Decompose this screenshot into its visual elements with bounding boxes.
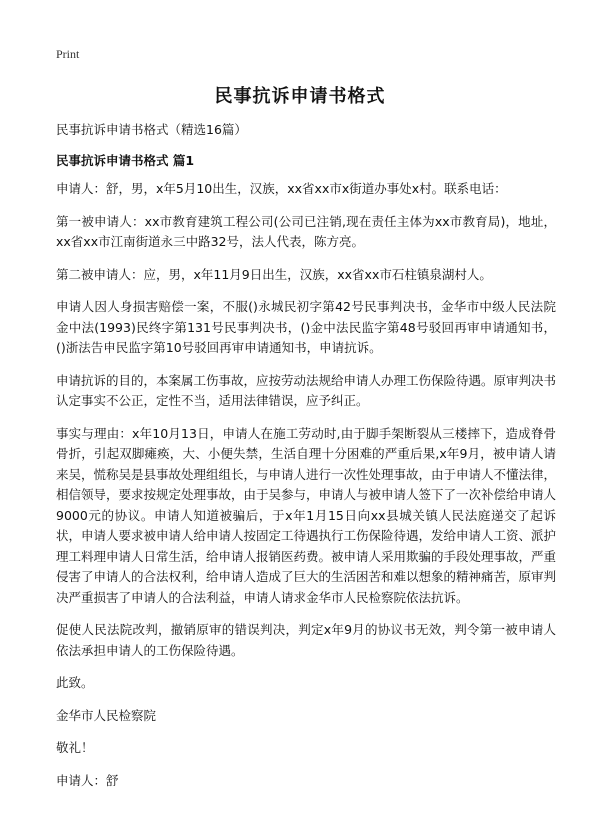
closing-salutation: 此致。 xyxy=(56,675,94,690)
applicant-info: 申请人：舒，男，x年5月10出生，汉族，xx省xx市x街道办事处x村。联系电话： xyxy=(56,181,507,196)
document-body xyxy=(56,120,556,803)
recipient: 金华市人民检察院 xyxy=(56,707,157,723)
protest-purpose: 申请抗诉的目的，本案属工伤事故，应按劳动法规给申请人办理工伤保险待遇。原审判决书认定事实不公正，定性不当，适用法律错误，应予纠正。 xyxy=(56,372,557,408)
print-label: Print xyxy=(56,47,80,61)
signature-line: 申请人：舒 xyxy=(56,772,119,788)
regards: 敬礼！ xyxy=(56,740,94,755)
document-subtitle: 民事抗诉申请书格式（精选16篇） xyxy=(56,122,247,137)
first-respondent-info: 第一被申请人：xx市教育建筑工程公司(公司已注销,现在责任主体为xx市教育局)，地址，xx省xx市江南街道永三中路32号，法人代表，陈方亮。 xyxy=(56,213,556,249)
facts-and-reasons: 事实与理由：x年10月13日，申请人在施工劳动时,由于脚手架断裂从三楼摔下，造成脊骨骨折，引起双脚瘫痪，大、小便失禁，生活自理十分困难的严重后果,x年9月，被申请人请来吴，慌称吴是县事故处理组组长，与申请人进行一次性处理事故，由于申请人不懂法律，相信领导，要求按规定处理事故，由于吴参与，申请人与被申请人签下了一次补偿给申请人9000元的协议。申请人知道被骗后，于x年1月15日向xx县城关镇人民法庭递交了起诉状，申请人要求被申请人给申请人按固定工待遇执行工伤保险待遇，发给申请人工资、派护理工料理申请人日常生活，给申请人报销医药费。被申请人采用欺骗的手段处理事故，严重侵害了申请人的合法权利，给申请人造成了巨大的生活困苦和难以想象的精神痛苦，原审判决严重损害了申请人的合法利益，申请人请求金华市人民检察院依法抗诉。 xyxy=(56,425,557,605)
requested-relief: 促使人民法院改判，撤销原审的错误判决，判定x年9月的协议书无效，判令第一被申请人依法承担申请人的工伤保险待遇。 xyxy=(56,622,556,658)
case-background: 申请人因人身损害赔偿一案，不服()永城民初字第42号民事判决书，金华市中级人民法院金中法(1993)民终字第131号民事判决书，()金中法民监字第48号驳回再审申请通知书，()浙法告申民监字第10号驳回再审申请通知书，申请抗诉。 xyxy=(56,299,556,355)
section-heading: 民事抗诉申请书格式 篇1 xyxy=(56,152,195,168)
document-title: 民事抗诉申请书格式 xyxy=(214,86,386,107)
second-respondent-info: 第二被申请人：应，男，x年11月9日出生，汉族，xx省xx市石柱镇泉湖村人。 xyxy=(56,266,492,282)
